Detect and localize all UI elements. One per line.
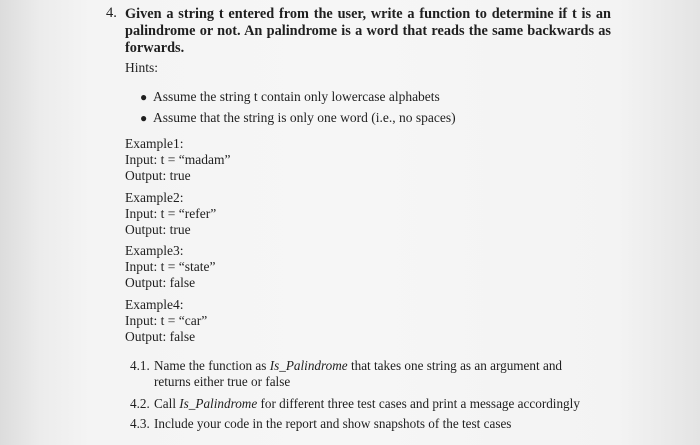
subtask-text-continuation: returns either true or false — [154, 374, 291, 389]
bullet-icon: ● — [140, 90, 148, 104]
bullet-icon: ● — [140, 111, 148, 125]
subtask-text — [154, 396, 614, 412]
example-input: Input: t = “madam” — [125, 152, 231, 167]
subtask-number: 4.2. — [130, 396, 150, 411]
hint-text: Assume that the string is only one word (i.e., no spaces) — [153, 110, 456, 125]
subtask-number: 4.3. — [130, 416, 150, 431]
hint-item — [140, 88, 440, 106]
example-title: Example1: — [125, 136, 184, 151]
example-output: Output: false — [125, 275, 196, 290]
subtask-text-part: Name the function as — [154, 358, 270, 373]
subtask-text — [154, 358, 614, 374]
example-title: Example3: — [125, 243, 184, 258]
function-name: Is_Palindrome — [269, 358, 348, 373]
subtask-text-part: that takes one string as an argument and — [347, 358, 563, 373]
example-title: Example2: — [125, 190, 184, 205]
hint-item — [140, 109, 456, 127]
subtask-text-part: Call — [154, 396, 180, 411]
example-title: Example4: — [125, 297, 184, 312]
example-input: Input: t = “car” — [125, 313, 208, 328]
subtask-number: 4.1. — [130, 358, 150, 373]
hint-text: Assume the string t contain only lowercase alphabets — [153, 89, 440, 104]
example-input: Input: t = “refer” — [125, 206, 217, 221]
subtask-text-part: for different three test cases and print a message accordingly — [257, 396, 580, 411]
hints-label: Hints: — [125, 60, 159, 75]
subtask-text: Include your code in the report and show snapshots of the test cases — [154, 416, 512, 431]
question-number: 4. — [106, 5, 117, 21]
question-text: Given a string t entered from the user, write a function to determine if t is an palindrome or not. An palindrome is a word that reads the same backwards as forwards. — [125, 6, 611, 56]
function-name: Is_Palindrome — [179, 396, 258, 411]
example-output: Output: false — [125, 329, 196, 344]
example-output: Output: true — [125, 168, 191, 183]
example-input: Input: t = “state” — [125, 259, 216, 274]
example-output: Output: true — [125, 222, 191, 237]
